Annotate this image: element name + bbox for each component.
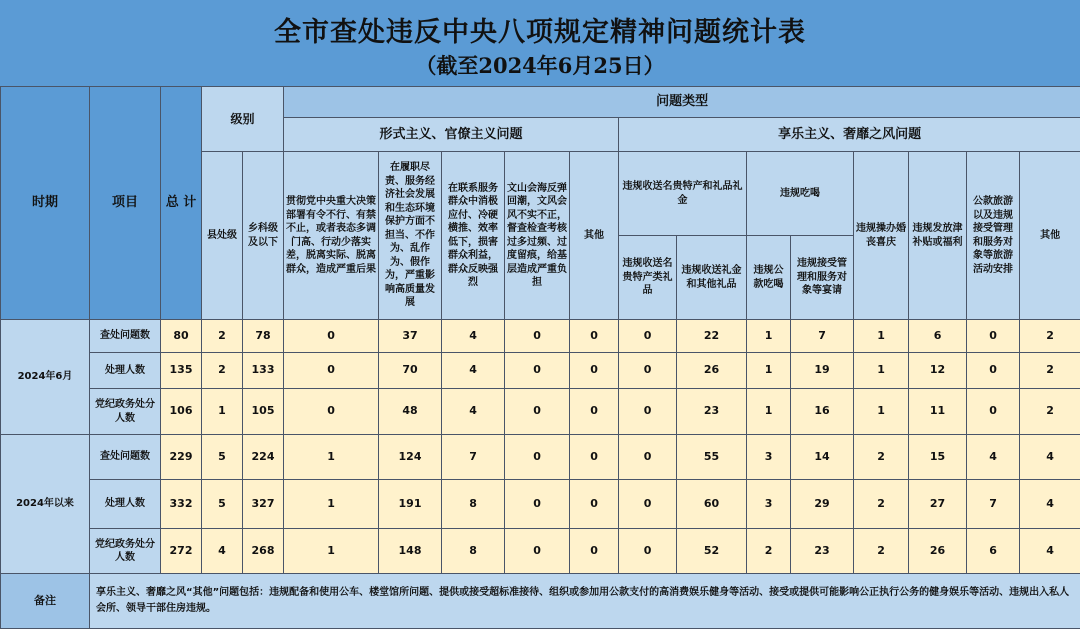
table-cell: 29 bbox=[791, 480, 854, 529]
table-cell: 0 bbox=[619, 480, 677, 529]
table-cell: 191 bbox=[379, 480, 442, 529]
table-cell: 2 bbox=[854, 480, 909, 529]
header-formalism-4: 文山会海反弹回潮，文风会风不实不正，督查检查考核过多过频、过度留痕，给基层造成严重负担 bbox=[505, 152, 570, 320]
table-cell: 27 bbox=[909, 480, 967, 529]
table-cell: 7 bbox=[967, 480, 1020, 529]
table-cell: 4 bbox=[1020, 480, 1080, 529]
table-cell: 2 bbox=[202, 320, 243, 353]
table-cell: 5 bbox=[202, 435, 243, 480]
table-cell: 0 bbox=[570, 389, 619, 435]
table-cell: 37 bbox=[379, 320, 442, 353]
table-cell: 8 bbox=[442, 480, 505, 529]
stats-table bbox=[0, 86, 1080, 629]
table-cell: 1 bbox=[284, 435, 379, 480]
table-cell: 0 bbox=[570, 529, 619, 574]
table-cell: 4 bbox=[202, 529, 243, 574]
table-cell: 272 bbox=[161, 529, 202, 574]
table-cell: 1 bbox=[747, 389, 791, 435]
table-cell: 5 bbox=[202, 480, 243, 529]
row-item-label: 党纪政务处分人数 bbox=[90, 389, 161, 435]
table-cell: 55 bbox=[677, 435, 747, 480]
header-total: 总 计 bbox=[161, 87, 202, 320]
table-cell: 0 bbox=[570, 353, 619, 389]
table-cell: 1 bbox=[747, 320, 791, 353]
row-item-label: 处理人数 bbox=[90, 480, 161, 529]
note-text: 享乐主义、奢靡之风“其他”问题包括：违规配备和使用公车、楼堂馆所问题、提供或接受超标准接待、组织或参加用公款支付的高消费娱乐健身等活动、接受或提供可能影响公正执行公务的健身娱乐等活动、违规出入私人会所、领导干部住房违规。 bbox=[90, 574, 1080, 629]
table-cell: 1 bbox=[854, 389, 909, 435]
header-formalism-2: 在履职尽责、服务经济社会发展和生态环境保护方面不担当、不作为、乱作为、假作为，严重影响高质量发展 bbox=[379, 152, 442, 320]
table-cell: 3 bbox=[747, 435, 791, 480]
table-cell: 23 bbox=[791, 529, 854, 574]
header-wedding-funeral: 违规操办婚丧喜庆 bbox=[854, 152, 909, 320]
table-cell: 2 bbox=[1020, 389, 1080, 435]
table-cell: 0 bbox=[284, 353, 379, 389]
table-cell: 8 bbox=[442, 529, 505, 574]
table-cell: 11 bbox=[909, 389, 967, 435]
table-cell: 0 bbox=[570, 435, 619, 480]
table-cell: 7 bbox=[791, 320, 854, 353]
row-item-label: 党纪政务处分人数 bbox=[90, 529, 161, 574]
table-cell: 0 bbox=[505, 320, 570, 353]
header-period: 时期 bbox=[1, 87, 90, 320]
table-cell: 2 bbox=[854, 529, 909, 574]
table-cell: 4 bbox=[442, 320, 505, 353]
table-cell: 133 bbox=[243, 353, 284, 389]
table-cell: 0 bbox=[505, 480, 570, 529]
table-cell: 22 bbox=[677, 320, 747, 353]
table-cell: 1 bbox=[854, 353, 909, 389]
table-cell: 26 bbox=[677, 353, 747, 389]
table-cell: 60 bbox=[677, 480, 747, 529]
table-cell: 1 bbox=[747, 353, 791, 389]
table-cell: 12 bbox=[909, 353, 967, 389]
header-gift-2: 违规收送礼金和其他礼品 bbox=[677, 236, 747, 320]
table-cell: 70 bbox=[379, 353, 442, 389]
table-cell: 224 bbox=[243, 435, 284, 480]
header-meal-1: 违规公款吃喝 bbox=[747, 236, 791, 320]
table-cell: 0 bbox=[619, 353, 677, 389]
table-cell: 0 bbox=[967, 353, 1020, 389]
table-cell: 0 bbox=[619, 389, 677, 435]
table-cell: 124 bbox=[379, 435, 442, 480]
table-cell: 4 bbox=[442, 389, 505, 435]
table-cell: 2 bbox=[1020, 320, 1080, 353]
row-item-label: 处理人数 bbox=[90, 353, 161, 389]
table-cell: 4 bbox=[442, 353, 505, 389]
page-subtitle: （截至2024年6月25日） bbox=[415, 53, 665, 78]
table-cell: 2 bbox=[854, 435, 909, 480]
row-item-label: 查处问题数 bbox=[90, 435, 161, 480]
table-cell: 2 bbox=[1020, 353, 1080, 389]
header-travel: 公款旅游以及违规接受管理和服务对象等旅游活动安排 bbox=[967, 152, 1020, 320]
table-cell: 14 bbox=[791, 435, 854, 480]
table-cell: 1 bbox=[284, 529, 379, 574]
table-cell: 19 bbox=[791, 353, 854, 389]
header-problem-type: 问题类型 bbox=[284, 87, 1080, 118]
data-body bbox=[1, 320, 1080, 574]
header-county-level: 县处级 bbox=[202, 152, 243, 320]
header-formalism-other: 其他 bbox=[570, 152, 619, 320]
table-cell: 0 bbox=[570, 320, 619, 353]
table-cell: 106 bbox=[161, 389, 202, 435]
header-formalism: 形式主义、官僚主义问题 bbox=[284, 118, 619, 152]
header-formalism-3: 在联系服务群众中消极应付、冷硬横推、效率低下，损害群众利益，群众反映强烈 bbox=[442, 152, 505, 320]
table-cell: 332 bbox=[161, 480, 202, 529]
table-cell: 23 bbox=[677, 389, 747, 435]
table-cell: 4 bbox=[967, 435, 1020, 480]
table-cell: 0 bbox=[570, 480, 619, 529]
header-gift-1: 违规收送名贵特产类礼品 bbox=[619, 236, 677, 320]
table-cell: 105 bbox=[243, 389, 284, 435]
header-hedonism-other: 其他 bbox=[1020, 152, 1080, 320]
table-cell: 6 bbox=[967, 529, 1020, 574]
table-cell: 0 bbox=[967, 320, 1020, 353]
table-cell: 0 bbox=[619, 435, 677, 480]
table-cell: 15 bbox=[909, 435, 967, 480]
table-cell: 48 bbox=[379, 389, 442, 435]
table-cell: 0 bbox=[505, 529, 570, 574]
table-cell: 52 bbox=[677, 529, 747, 574]
table-cell: 16 bbox=[791, 389, 854, 435]
header-gift-group: 违规收送名贵特产和礼品礼金 bbox=[619, 152, 747, 236]
note-label: 备注 bbox=[1, 574, 90, 629]
table-cell: 0 bbox=[505, 353, 570, 389]
table-cell: 4 bbox=[1020, 529, 1080, 574]
header-formalism-1: 贯彻党中央重大决策部署有令不行、有禁不止，或者表态多调门高、行动少落实差，脱离实际、脱离群众，造成严重后果 bbox=[284, 152, 379, 320]
table-cell: 0 bbox=[967, 389, 1020, 435]
table-cell: 2 bbox=[747, 529, 791, 574]
header-meal-group: 违规吃喝 bbox=[747, 152, 854, 236]
table-cell: 0 bbox=[284, 320, 379, 353]
header-item: 项目 bbox=[90, 87, 161, 320]
table-cell: 327 bbox=[243, 480, 284, 529]
table-cell: 6 bbox=[909, 320, 967, 353]
page-title: 全市查处违反中央八项规定精神问题统计表 bbox=[274, 17, 806, 48]
table-cell: 2 bbox=[202, 353, 243, 389]
table-cell: 3 bbox=[747, 480, 791, 529]
row-item-label: 查处问题数 bbox=[90, 320, 161, 353]
header-hedonism: 享乐主义、奢靡之风问题 bbox=[619, 118, 1080, 152]
table-cell: 26 bbox=[909, 529, 967, 574]
table-cell: 148 bbox=[379, 529, 442, 574]
header-level: 级别 bbox=[202, 87, 284, 152]
table-cell: 1 bbox=[202, 389, 243, 435]
header-meal-2: 违规接受管理和服务对象等宴请 bbox=[791, 236, 854, 320]
table-cell: 0 bbox=[284, 389, 379, 435]
table-cell: 0 bbox=[505, 389, 570, 435]
table-cell: 229 bbox=[161, 435, 202, 480]
table-cell: 7 bbox=[442, 435, 505, 480]
table-cell: 0 bbox=[619, 529, 677, 574]
title-band bbox=[0, 0, 1080, 86]
period-label: 2024年6月 bbox=[1, 320, 90, 435]
table-cell: 1 bbox=[284, 480, 379, 529]
table-cell: 80 bbox=[161, 320, 202, 353]
header-allowance: 违规发放津补贴或福利 bbox=[909, 152, 967, 320]
table-cell: 0 bbox=[505, 435, 570, 480]
table-cell: 4 bbox=[1020, 435, 1080, 480]
table-cell: 1 bbox=[854, 320, 909, 353]
table-cell: 0 bbox=[619, 320, 677, 353]
header-township-level: 乡科级及以下 bbox=[243, 152, 284, 320]
period-label: 2024年以来 bbox=[1, 435, 90, 574]
table-cell: 135 bbox=[161, 353, 202, 389]
table-cell: 78 bbox=[243, 320, 284, 353]
table-cell: 268 bbox=[243, 529, 284, 574]
